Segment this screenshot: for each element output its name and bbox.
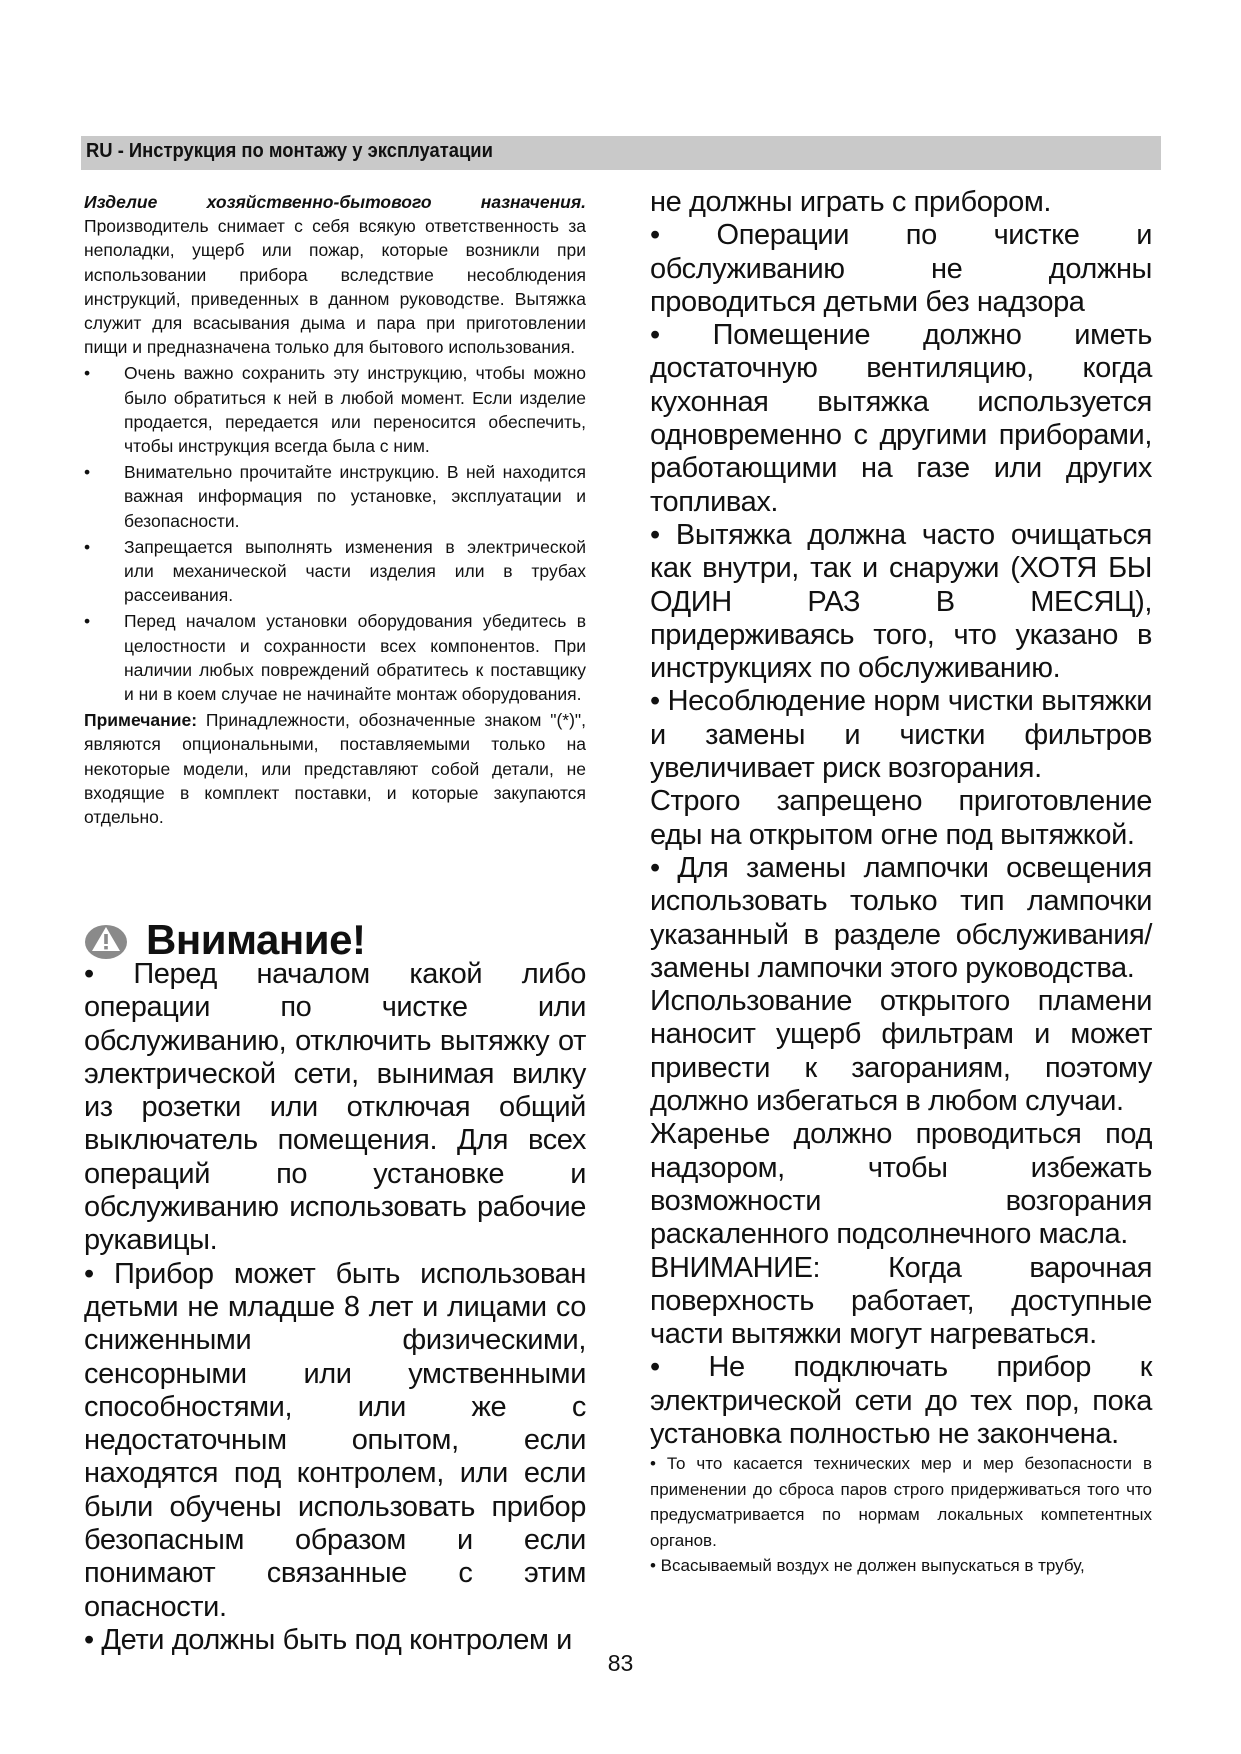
warning-paragraph: • Помещение должно иметь достаточную вентиляцию, когда кухонная вытяжка используется одновременно с другими приборами, работающими на газе или других топливах. (650, 319, 1152, 518)
left-column-warnings (84, 958, 586, 1657)
intro-bullet-list (84, 361, 586, 706)
warning-triangle-icon (84, 918, 128, 962)
warning-paragraph: • Для замены лампочки освещения использовать только тип лампочки указанный в разделе обслуживания/замены лампочки этого руководства. (650, 851, 1152, 984)
list-item: • Внимательно прочитайте инструкцию. В ней находится важная информация по установке, эксплуатации и безопасности. (84, 462, 586, 531)
note-text: Принадлежности, обозначенные знаком "(*)", являются опциональными, поставляемыми только на некоторые модели, или представляют собой детали, не входящие в комплект поставки, и которые закупаются отдельно. (84, 710, 586, 828)
note-paragraph (84, 708, 586, 829)
section-header-title: RU - Инструкция по монтажу у эксплуатации (86, 140, 493, 162)
safety-paragraph: • Всасываемый воздух не должен выпускаться в трубу, (650, 1555, 1085, 1575)
warning-paragraph: Жаренье должно проводиться под надзором, чтобы избежать возможности возгорания раскаленного подсолнечного масла. (650, 1118, 1152, 1251)
warning-title: Внимание! (146, 916, 366, 963)
warning-paragraph: • Несоблюдение норм чистки вытяжки и замены и чистки фильтров увеличивает риск возгорания. (650, 685, 1152, 785)
safety-paragraph: • То что касается технических мер и мер безопасности в применении до сброса паров строго придерживаться того что предусматривается по нормам локальных компетентных органов. (650, 1454, 1152, 1550)
list-item: • Запрещается выполнять изменения в электрической или механической части изделия или в трубах рассеивания. (84, 536, 586, 606)
warning-paragraph: • Вытяжка должна часто очищаться как внутри, так и снаружи (ХОТЯ БЫ ОДИН РАЗ В МЕСЯЦ), придерживаясь того, что указано в инструкциях по обслуживанию. (650, 518, 1152, 685)
warning-paragraph: ВНИМАНИЕ: Когда варочная поверхность работает, доступные части вытяжки могут нагреваться. (650, 1251, 1152, 1351)
warning-paragraph: не должны играть с прибором. (650, 186, 1052, 218)
warning-paragraph: Строго запрещено приготовление еды на открытом огне под вытяжкой. (650, 785, 1152, 851)
note-label: Примечание: (84, 710, 198, 731)
warning-paragraph: • Дети должны быть под контролем и (84, 1623, 572, 1656)
warning-paragraph: • Прибор может быть использован детьми не младше 8 лет и лицами со сниженными физическими, сенсорными или умственными способностями, или же с недостаточным опытом, если находятся под контролем, или если были обучены использовать прибор безопасным образом и если понимают связанные с этим опасности. (84, 1257, 586, 1623)
list-item: • Очень важно сохранить эту инструкцию, чтобы можно было обратиться к ней в любой момент. Если изделие продается, передается или переносится обеспечить, чтобы инструкция всегда была с ним. (84, 363, 586, 457)
page-number: 83 (607, 1650, 634, 1676)
warning-paragraph: • Операции по чистке и обслуживанию не должны проводиться детьми без надзора (650, 219, 1152, 318)
warning-paragraph: • Перед началом какой либо операции по чистке или обслуживанию, отключить вытяжку от электрической сети, вынимая вилку из розетки или отключая общий выключатель помещения. Для всех операций по установке и обслуживанию использовать рабочие рукавицы. (84, 958, 586, 1257)
warning-paragraph: Использование открытого пламени наносит ущерб фильтрам и может привести к загораниям, поэтому должно избегаться в любом случаи. (650, 985, 1152, 1118)
warning-paragraph: • Не подключать прибор к электрической сети до тех пор, пока установка полностью не закончена. (650, 1351, 1152, 1450)
list-item: • Перед началом установки оборудования убедитесь в целостности и сохранности всех компонентов. При наличии любых повреждений обратитесь к поставщику и ни в коем случае не начинайте монтаж оборудования. (84, 611, 586, 705)
intro-text: Производитель снимает с себя всякую ответственность за неполадки, ущерб или пожар, которые возникли при использовании прибора вследствие несоблюдения инструкций, приведенных в данном руководстве. Вытяжка служит для всасывания дыма и пара при приготовлении пищи и предназначена только для бытового использования. (84, 216, 586, 358)
left-column-intro (84, 190, 586, 829)
intro-title: Изделие хозяйственно-бытового назначения. (84, 192, 586, 212)
right-column (650, 186, 1152, 1578)
